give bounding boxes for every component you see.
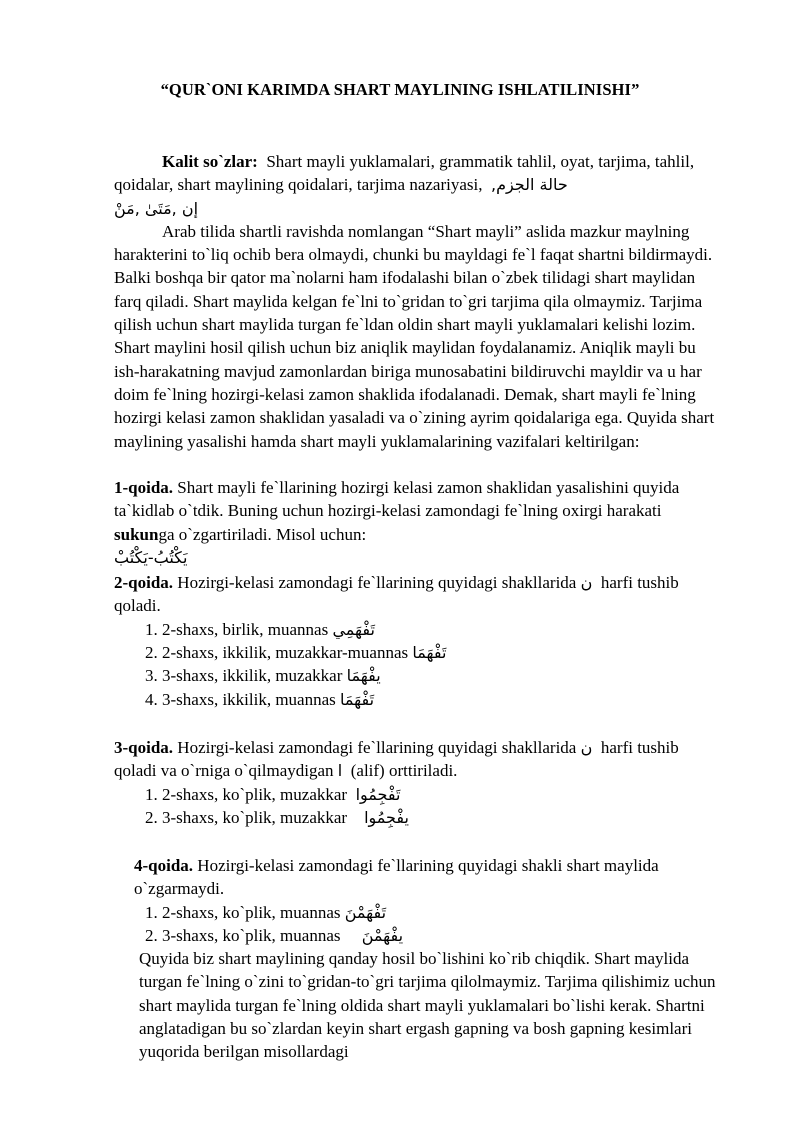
rule3-paragraph: [114, 736, 724, 783]
rule1-paragraph: [114, 476, 724, 546]
list-item-arabic: تَفْهَمَا: [412, 643, 447, 663]
list-item-text: 2-shaxs, ko`plik, muannas: [162, 902, 341, 922]
list-item-arabic: تَفْهَمْنَ: [344, 902, 387, 922]
rule4-list: [134, 901, 724, 948]
list-item: [162, 641, 724, 664]
rule1-example-arabic: يَكْتُبُ-يَكْتُبْ: [114, 547, 188, 567]
rule4-section: [134, 854, 724, 1064]
rule3-label: 3-qoida.: [114, 738, 174, 757]
document-title: “QUR`ONI KARIMDA SHART MAYLINING ISHLATILINISHI”: [160, 80, 640, 99]
list-item-arabic: يفْهَمَا: [346, 666, 381, 686]
keywords-text: Shart mayli yuklamalari, grammatik tahlil, oyat, tarjima, tahlil, qoidalar, shart maylining qoidalari, tarjima nazariyasi,: [114, 152, 695, 195]
list-item-arabic: تَفْهَمِي: [332, 619, 375, 639]
rule3-letter: ن: [580, 738, 593, 757]
list-item-text: 3-shaxs, ikkilik, muzakkar: [162, 666, 343, 686]
list-item: [162, 688, 724, 711]
rule2-label: 2-qoida.: [114, 573, 174, 593]
keywords-arabic-2: إن ,مَتَىٰ ,مَنْ: [114, 198, 199, 218]
list-item-text: 3-shaxs, ko`plik, muannas: [162, 925, 341, 945]
rule2-list: [114, 618, 724, 711]
list-item-arabic: تَفْجِمُوا: [355, 784, 401, 804]
rule3-text-c: (alif) orttiriladi.: [350, 761, 458, 781]
rule3-alif: ا: [337, 761, 343, 781]
list-item-text: 2-shaxs, ikkilik, muzakkar-muannas: [162, 643, 409, 663]
rule2-text-b: harfi tushib qoladi.: [114, 573, 679, 616]
rule1-label: 1-qoida.: [114, 478, 174, 497]
rule4-text: Hozirgi-kelasi zamondagi fe`llarining quyidagi shakli shart maylida o`zgarmaydi.: [134, 856, 659, 899]
keywords-paragraph: [114, 150, 724, 220]
rule1-text-b: ga o`zgartiriladi. Misol uchun:: [158, 524, 367, 544]
list-item: [162, 901, 724, 924]
intro-paragraph: Arab tilida shartli ravishda nomlangan “Shart mayli” aslida mazkur maylning harakterini to`liq ochib bera olmaydi, chunki bu mayldagi fe`l faqat shartni bildirmaydi. Balki boshqa bir qator ma`nolarni ham ifodalashi bilan o`zbek tilidagi shart maylidan farq qiladi. Shart maylida kelgan fe`lni to`gridan to`gri tarjima qila olmaymiz. Tarjima qilish uchun shart maylida turgan fe`ldan oldin shart mayli yuklamalari kelishi lozim. Shart maylini hosil qilish uchun biz aniqlik maylidan foydalanamiz. Aniqlik mayli bu ish-harakatning mavjud zamonlardan biriga munosabatini bildiruvchi mayldir va u har doim fe`lning hozirgi-kelasi zamon shaklida ifodalanadi. Demak, shart mayli fe`lning hozirgi kelasi zamon shaklidan yasaladi va o`zining ayrim qoidalariga ega. Quyida shart maylining yasalishi hamda shart mayli yuklamalarining vazifalari keltirilgan:: [114, 221, 715, 451]
rule4-paragraph: [134, 854, 724, 901]
list-item-text: 3-shaxs, ikkilik, muannas: [162, 689, 336, 709]
rule3-text-a: Hozirgi-kelasi zamondagi fe`llarining quyidagi shakllarida: [177, 738, 577, 757]
keywords-label: Kalit so`zlar:: [162, 152, 258, 171]
rule1-bold: sukun: [114, 524, 159, 544]
rule4-label: 4-qoida.: [134, 856, 194, 875]
keywords-arabic-1: حالة الجزم,: [490, 175, 568, 195]
keywords-section: [114, 150, 724, 453]
list-item: [162, 924, 724, 947]
list-item-arabic: يفْهَمْنَ: [361, 925, 404, 945]
list-item: [162, 806, 724, 829]
rule2-letter: ن: [580, 573, 593, 593]
list-item: [162, 618, 724, 641]
list-item-text: 3-shaxs, ko`plik, muzakkar: [162, 807, 348, 827]
rule4-closing: Quyida biz shart maylining qanday hosil bo`lishini ko`rib chiqdik. Shart maylida turgan fe`lning o`zini to`gridan-to`gri tarjima qilolmaymiz. Tarjima qilishimiz uchun shart maylida turgan fe`lning oldida shart mayli yuklamalari bo`lishi kerak. Shartni anglatadigan bu so`zlardan keyin shart ergash gapning va bosh gapning kesimlari yuqorida berilgan misollardagi: [139, 949, 716, 1062]
list-item: [162, 783, 724, 806]
rule3-text-b: harfi tushib qoladi va o`rniga o`qilmaydigan: [114, 738, 679, 781]
rule3-section: [114, 736, 724, 829]
list-item-text: 2-shaxs, birlik, muannas: [162, 619, 329, 639]
list-item: [162, 664, 724, 687]
list-item-arabic: يفْجِمُوا: [364, 807, 409, 827]
rule2-text-a: Hozirgi-kelasi zamondagi fe`llarining quyidagi shakllarida: [177, 573, 577, 593]
rule1-text-a: Shart mayli fe`llarining hozirgi kelasi zamon shaklidan yasalishini quyida ta`kidlab o`tdik. Buning uchun hozirgi-kelasi zamondagi fe`lning oxirgi harakati: [114, 478, 680, 521]
list-item-text: 2-shaxs, ko`plik, muzakkar: [162, 784, 348, 804]
rule3-list: [114, 783, 724, 830]
rule1-section: [114, 476, 724, 711]
rule2-paragraph: [114, 571, 724, 618]
rule1-example: [114, 546, 724, 569]
list-item-arabic: تَفْهَمَا: [340, 689, 375, 709]
